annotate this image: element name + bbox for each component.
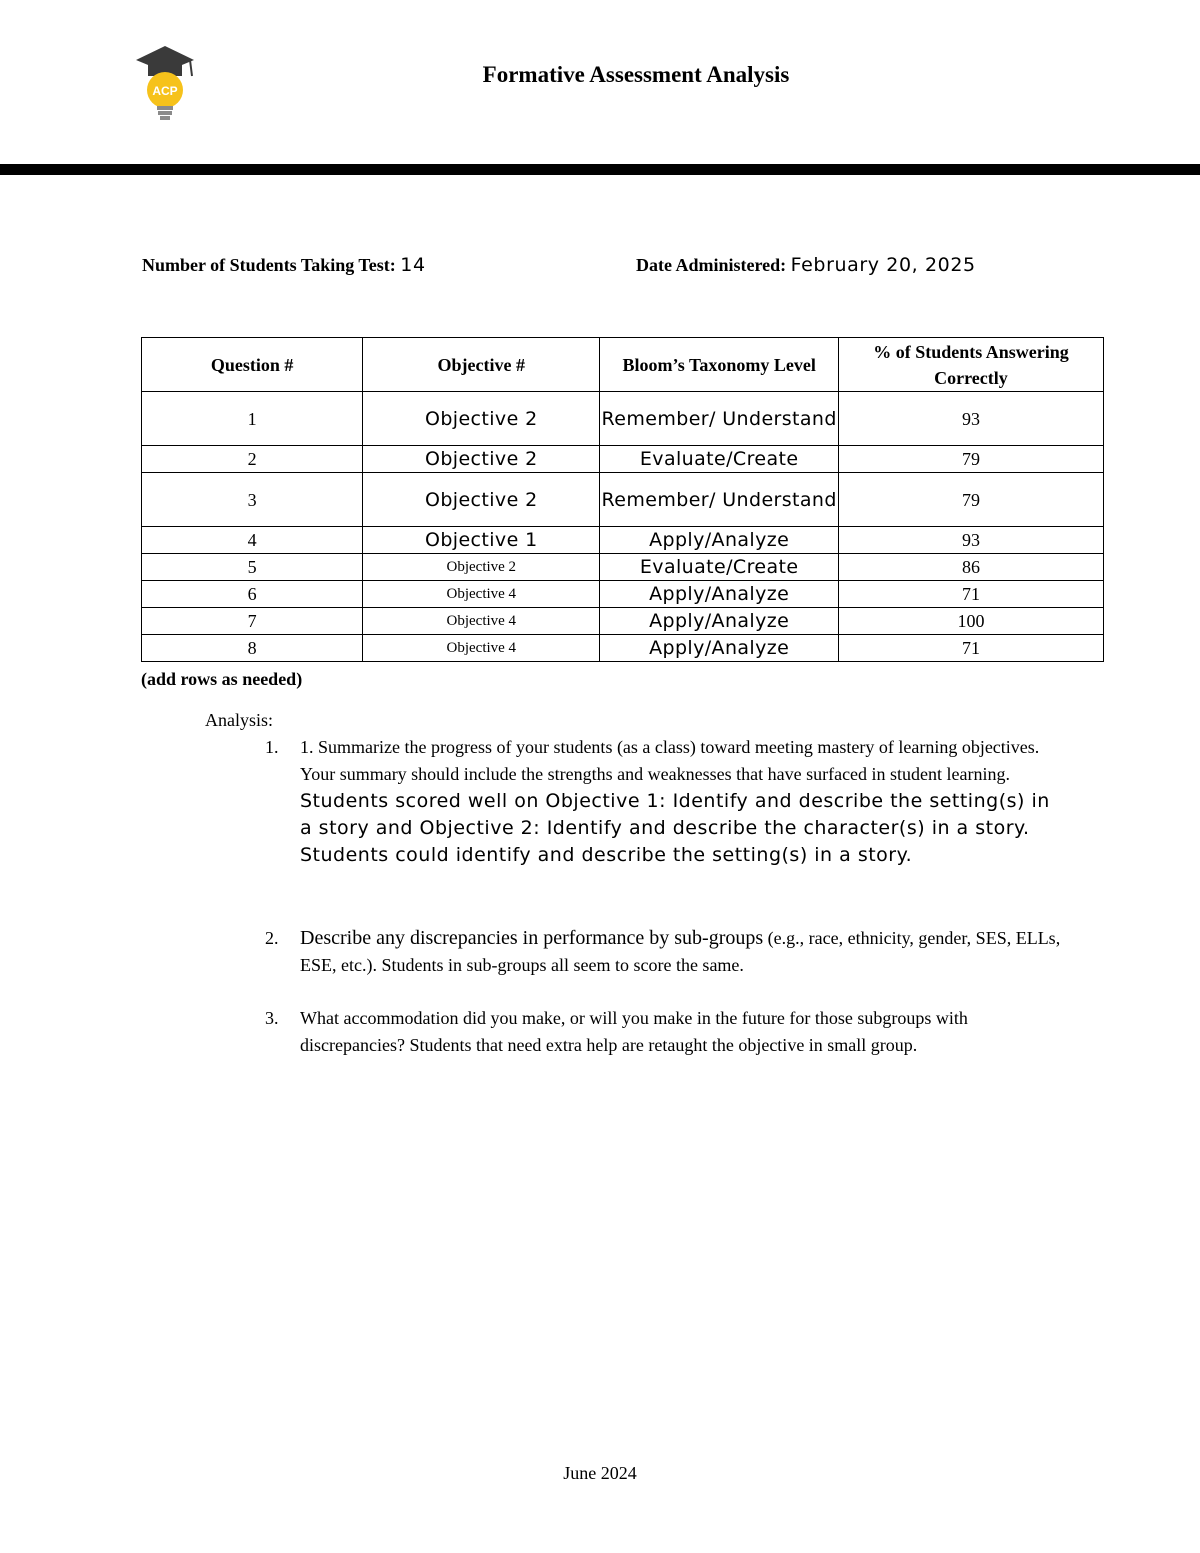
document-title: Formative Assessment Analysis (482, 62, 790, 87)
item-number: 2. (265, 928, 279, 948)
header-objective: Objective # (363, 338, 600, 392)
cell-percent: 93 (838, 527, 1103, 554)
cell-bloom: Evaluate/Create (600, 446, 839, 473)
cell-percent: 79 (838, 446, 1103, 473)
cell-objective: Objective 2 (363, 473, 600, 527)
item-answer: Students scored well on Objective 1: Identify and describe the setting(s) in a story and Objective 2: Identify and describe the character(s) in a story. Students could identify and describe the setting(s) in a story. (300, 790, 1050, 866)
table-row (142, 581, 1104, 608)
cell-question: 4 (142, 527, 363, 554)
cell-bloom: Apply/Analyze (600, 635, 839, 662)
table-row (142, 527, 1104, 554)
cell-objective: Objective 2 (363, 554, 600, 581)
item-question: Describe any discrepancies in performance by sub-groups (300, 927, 764, 949)
students-label: Number of Students Taking Test: (142, 255, 396, 275)
date-label: Date Administered: (636, 255, 787, 275)
header-question: Question # (142, 338, 363, 392)
cell-objective: Objective 4 (363, 581, 600, 608)
item-number: 1. (265, 737, 279, 757)
students-count (142, 254, 426, 276)
table-row (142, 446, 1104, 473)
cell-question: 1 (142, 392, 363, 446)
cell-question: 7 (142, 608, 363, 635)
cell-objective: Objective 4 (363, 608, 600, 635)
item-question: What accommodation did you make, or will you make in the future for those subgroups with discrepancies? (300, 1008, 968, 1055)
results-table (141, 337, 1104, 662)
cell-question: 8 (142, 635, 363, 662)
cell-percent: 86 (838, 554, 1103, 581)
cell-bloom: Apply/Analyze (600, 527, 839, 554)
date-value: February 20, 2025 (790, 254, 976, 276)
item-question-rest: (e.g., race, ethnicity, gender, SES, ELLs, ESE, etc.). (300, 928, 1061, 975)
analysis-item-1 (265, 734, 1065, 869)
cell-question: 5 (142, 554, 363, 581)
cell-bloom: Remember/ Understand (600, 392, 839, 446)
cell-question: 3 (142, 473, 363, 527)
add-rows-note: (add rows as needed) (141, 669, 303, 689)
footer-date: June 2024 (563, 1463, 637, 1483)
cell-objective: Objective 2 (363, 392, 600, 446)
cell-question: 6 (142, 581, 363, 608)
cell-percent: 71 (838, 635, 1103, 662)
table-row (142, 635, 1104, 662)
header-bloom: Bloom’s Taxonomy Level (600, 338, 839, 392)
cell-percent: 100 (838, 608, 1103, 635)
header-divider (0, 164, 1200, 175)
cell-bloom: Evaluate/Create (600, 554, 839, 581)
table-row (142, 554, 1104, 581)
analysis-label: Analysis: (205, 710, 274, 730)
cell-percent: 79 (838, 473, 1103, 527)
cell-objective: Objective 1 (363, 527, 600, 554)
table-row (142, 473, 1104, 527)
item-answer: Students that need extra help are retaught the objective in small group. (409, 1035, 918, 1055)
cell-question: 2 (142, 446, 363, 473)
students-value: 14 (400, 254, 426, 276)
analysis-item-3 (265, 1005, 1065, 1059)
analysis-item-2 (265, 925, 1065, 979)
header-percent: % of Students Answering Correctly (838, 338, 1103, 392)
item-number: 3. (265, 1008, 279, 1028)
cell-bloom: Apply/Analyze (600, 608, 839, 635)
item-answer: Students in sub-groups all seem to score the same. (381, 955, 744, 975)
cell-percent: 93 (838, 392, 1103, 446)
cell-percent: 71 (838, 581, 1103, 608)
table-row (142, 608, 1104, 635)
cell-objective: Objective 2 (363, 446, 600, 473)
table-row (142, 392, 1104, 446)
cell-objective: Objective 4 (363, 635, 600, 662)
svg-text:ACP: ACP (152, 84, 178, 98)
cell-bloom: Apply/Analyze (600, 581, 839, 608)
cell-bloom: Remember/ Understand (600, 473, 839, 527)
item-question: 1. Summarize the progress of your students (as a class) toward meeting mastery of learning objectives. Your summary should include the strengths and weaknesses that have surfaced in student learning. (300, 737, 1040, 784)
table-header-row (142, 338, 1104, 392)
date-administered (636, 254, 976, 276)
